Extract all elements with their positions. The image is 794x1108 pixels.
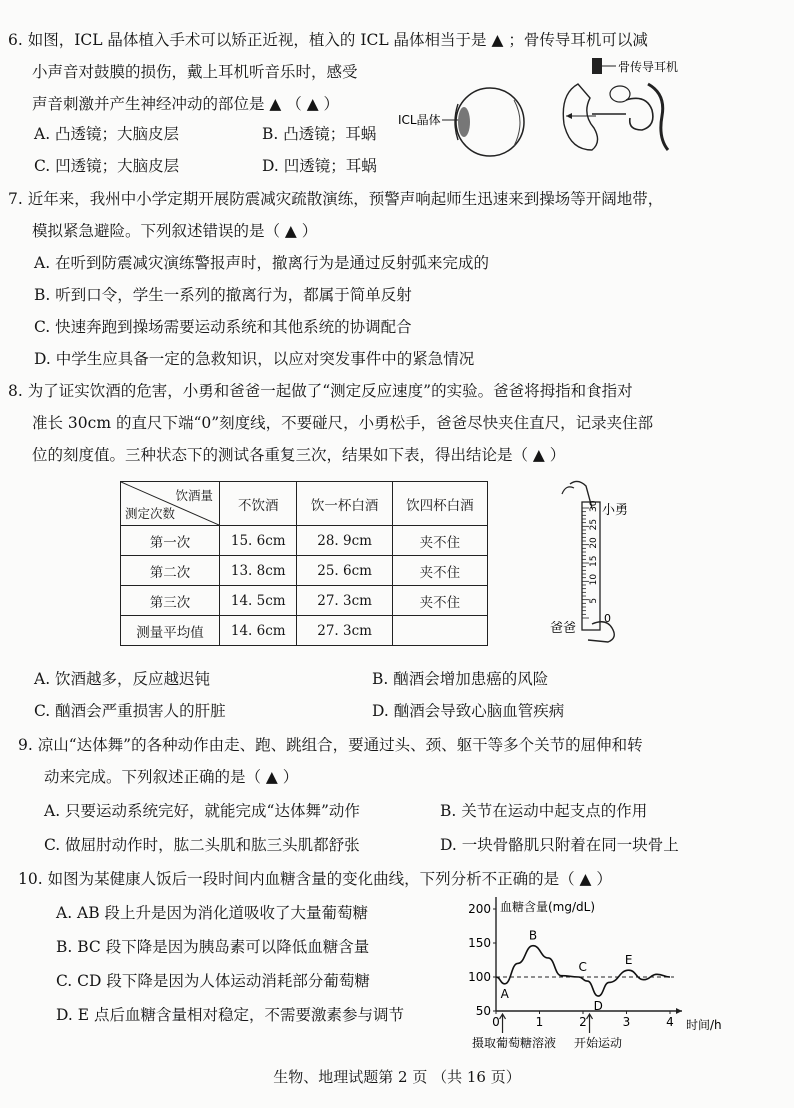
table-row [121, 556, 488, 586]
ruler-tick-label: 30 [589, 500, 599, 512]
q10-option-b: B. BC 段下降是因为胰岛素可以降低血糖含量 [56, 938, 370, 956]
x-axis-label: 时间/h [686, 1018, 722, 1032]
table-cell: 15. 6cm [220, 526, 297, 556]
eye-diagram [394, 80, 534, 166]
y-tick-label: 50 [475, 1004, 491, 1018]
q6-option-c: C. 凹透镜；大脑皮层 [34, 157, 180, 175]
q8-option-b: B. 酗酒会增加患癌的风险 [372, 670, 549, 688]
q7-option-a: A. 在听到防震减灾演练警报声时，撤离行为是通过反射弧来完成的 [34, 254, 490, 272]
ruler-tick-label: 25 [589, 518, 599, 531]
q6-stem-line2: 小声音对鼓膜的损伤，戴上耳机听音乐时，感受 [32, 63, 358, 81]
q9-stem-line2: 动来完成。下列叙述正确的是（ ▲ ） [44, 768, 299, 786]
x-tick-label: 4 [666, 1015, 674, 1029]
table-cell: 27. 3cm [297, 586, 392, 616]
x-axis-arrow-icon [676, 1008, 682, 1014]
table-cell: 夹不住 [392, 586, 487, 616]
ruler-tick-label: 10 [589, 573, 599, 586]
y-tick-label: 100 [468, 970, 491, 984]
x-tick-label: 1 [535, 1015, 544, 1029]
table-row [121, 586, 488, 616]
q8-option-d: D. 酗酒会导致心脑血管疾病 [372, 702, 565, 720]
table-cell: 27. 3cm [297, 616, 392, 646]
q9-stem-line1: 9. 凉山“达体舞”的各种动作由走、跑、跳组合，要通过头、颈、躯干等多个关节的屈伸和转 [18, 736, 643, 754]
point-label: E [624, 953, 633, 968]
x-tick-label: 3 [622, 1015, 631, 1029]
q9-option-c: C. 做屈肘动作时，肱二头肌和肱三头肌都舒张 [44, 836, 360, 854]
q6-option-a: A. 凸透镜；大脑皮层 [34, 125, 180, 143]
q7-option-c: C. 快速奔跑到操场需要运动系统和其他系统的协调配合 [34, 318, 412, 336]
q6-stem-line1: 6. 如图，ICL 晶体植入手术可以矫正近视，植入的 ICL 晶体相当于是 ▲ ；骨传导耳机可以减 [8, 31, 648, 49]
q10-stem-line1: 10. 如图为某健康人饭后一段时间内血糖含量的变化曲线，下列分析不正确的是（ ▲ ） [18, 870, 612, 888]
col-header: 不饮酒 [220, 482, 297, 526]
blood-glucose-chart [458, 895, 754, 1055]
table-cell: 夹不住 [392, 556, 487, 586]
q9-option-b: B. 关节在运动中起支点的作用 [440, 802, 648, 820]
annotation-exercise: 开始运动 [574, 1036, 623, 1050]
q8-option-a: A. 饮酒越多，反应越迟钝 [34, 670, 211, 688]
point-label: A [500, 986, 509, 1001]
ear-headphone-label: 骨传导耳机 [618, 60, 679, 74]
corner-bottom-label: 测定次数 [125, 506, 176, 521]
x-tick-label: 2 [579, 1015, 587, 1029]
table-corner-cell [121, 482, 220, 526]
ruler-diagram [548, 478, 648, 646]
table-cell: 14. 5cm [220, 586, 297, 616]
ruler-tick-label: 15 [589, 555, 599, 567]
q6-stem-line3: 声音刺激并产生神经冲动的部位是 ▲ （ ▲ ） [32, 95, 340, 113]
ruler-top-label: 小勇 [602, 503, 629, 518]
row-label: 第二次 [121, 556, 220, 586]
ruler-tick-label: 0 [604, 612, 611, 625]
row-label: 测量平均值 [121, 616, 220, 646]
eye-icl-label: ICL晶体 [398, 113, 441, 127]
q7-stem-line1: 7. 近年来，我州中小学定期开展防震减灾疏散演练，预警声响起师生迅速来到操场等开阔地带， [8, 190, 664, 208]
point-label: D [593, 999, 603, 1014]
bone-conduction-headphone-icon [592, 58, 602, 74]
point-label: C [578, 960, 587, 974]
q6-option-b: B. 凸透镜；耳蜗 [262, 125, 377, 143]
table-row [121, 526, 488, 556]
q7-option-b: B. 听到口令，学生一系列的撤离行为，都属于简单反射 [34, 286, 412, 304]
row-label: 第三次 [121, 586, 220, 616]
page-footer: 生物、地理试题第 2 页 （共 16 页） [273, 1068, 521, 1086]
q10-option-d: D. E 点后血糖含量相对稳定，不需要激素参与调节 [56, 1006, 404, 1024]
table-row [121, 616, 488, 646]
table-cell [392, 616, 487, 646]
reaction-table [120, 481, 488, 646]
y-tick-label: 150 [468, 936, 491, 950]
point-label: B [528, 928, 538, 943]
ruler-bottom-label: 爸爸 [550, 621, 577, 636]
q8-option-c: C. 酗酒会严重损害人的肝脏 [34, 702, 226, 720]
q8-stem-line1: 8. 为了证实饮酒的危害，小勇和爸爸一起做了“测定反应速度”的实验。爸爸将拇指和食指对 [8, 382, 633, 400]
ear-diagram [556, 54, 706, 164]
table-cell: 13. 8cm [220, 556, 297, 586]
ruler-tick-label: 20 [589, 537, 599, 549]
q9-option-a: A. 只要运动系统完好，就能完成“达体舞”动作 [44, 802, 360, 820]
table-cell: 28. 9cm [297, 526, 392, 556]
q7-option-d: D. 中学生应具备一定的急救知识，以应对突发事件中的紧急情况 [34, 350, 475, 368]
exercise-arrow-icon [587, 1014, 593, 1033]
annotation-intake: 摄取葡萄糖溶液 [472, 1036, 557, 1050]
intake-arrow-icon [500, 1014, 506, 1033]
q8-stem-line3: 位的刻度值。三种状态下的测试各重复三次，结果如下表，得出结论是（ ▲ ） [32, 446, 566, 464]
x-tick-label: 0 [492, 1015, 500, 1029]
col-header: 饮一杯白酒 [297, 482, 392, 526]
q10-option-a: A. AB 段上升是因为消化道吸收了大量葡萄糖 [56, 904, 369, 922]
q9-option-d: D. 一块骨骼肌只附着在同一块骨上 [440, 836, 679, 854]
row-label: 第一次 [121, 526, 220, 556]
table-cell: 夹不住 [392, 526, 487, 556]
y-tick-label: 200 [468, 902, 491, 916]
q6-option-d: D. 凹透镜；耳蜗 [262, 157, 377, 175]
q8-stem-line2: 准长 30cm 的直尺下端“0”刻度线，不要碰尺，小勇松手，爸爸尽快夹住直尺，记录夹住部 [32, 414, 654, 432]
table-cell: 25. 6cm [297, 556, 392, 586]
y-axis-label: 血糖含量(mg/dL) [500, 900, 596, 914]
q10-option-c: C. CD 段下降是因为人体运动消耗部分葡萄糖 [56, 972, 370, 990]
col-header: 饮四杯白酒 [392, 482, 487, 526]
ruler-tick-label: 5 [589, 597, 599, 604]
corner-top-label: 饮酒量 [175, 488, 213, 503]
q7-stem-line2: 模拟紧急避险。下列叙述错误的是（ ▲ ） [32, 222, 318, 240]
table-cell: 14. 6cm [220, 616, 297, 646]
